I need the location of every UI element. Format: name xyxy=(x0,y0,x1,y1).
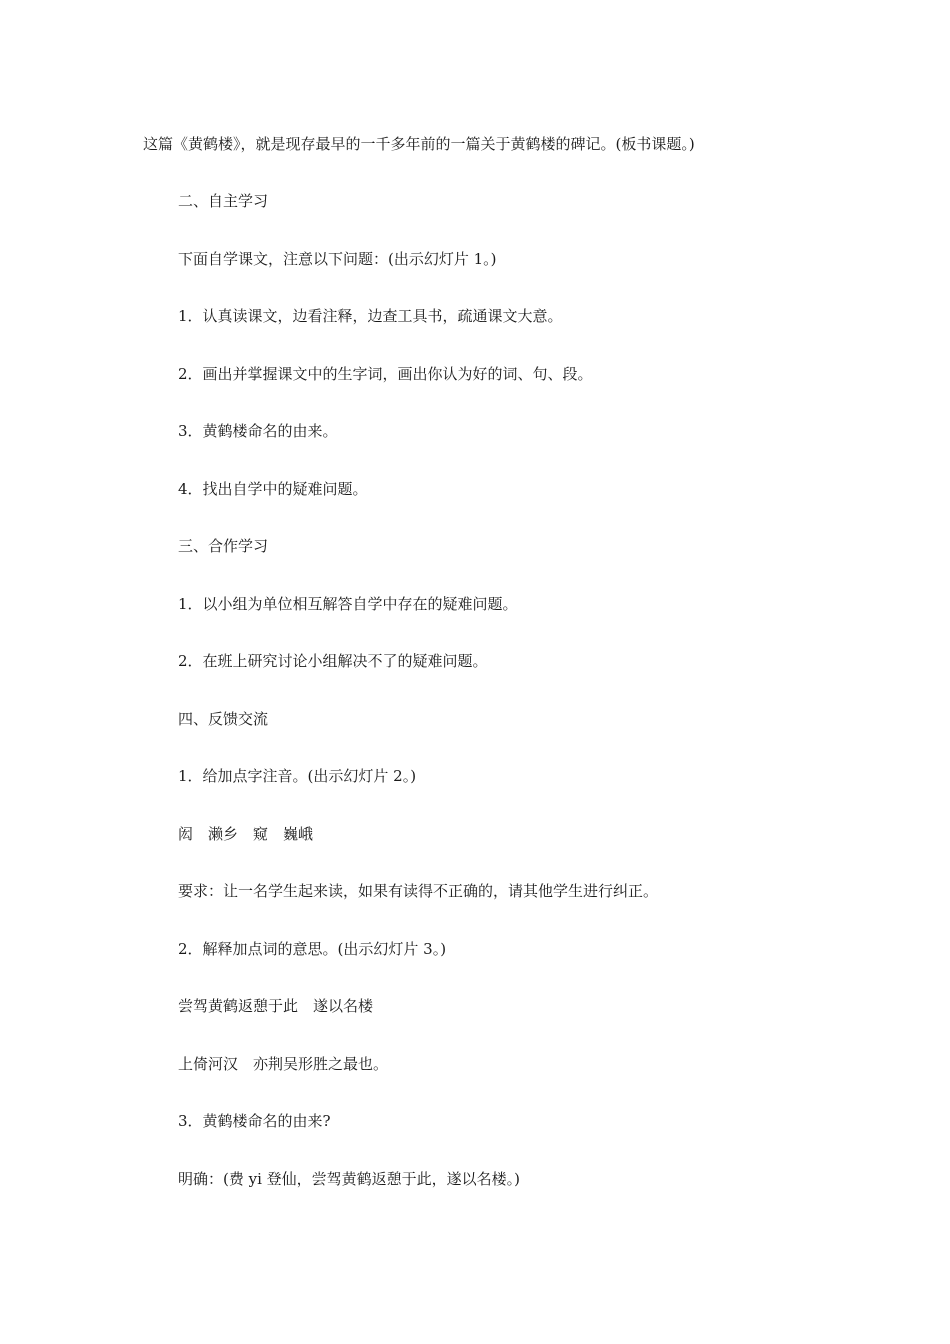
list-item-feedback-1: 1．给加点字注音。(出示幻灯片 2。) xyxy=(178,767,417,785)
list-item-self-study-1: 1．认真读课文，边看注释，边查工具书，疏通课文大意。 xyxy=(178,307,563,325)
paragraph-answer: 明确：(费 yi 登仙，尝驾黄鹤返憩于此，遂以名楼。) xyxy=(178,1170,521,1188)
paragraph-intro: 这篇《黄鹤楼》，就是现存最早的一千多年前的一篇关于黄鹤楼的碑记。(板书课题。) xyxy=(143,135,695,153)
paragraph-self-study-intro: 下面自学课文，注意以下问题：(出示幻灯片 1。) xyxy=(178,250,497,268)
heading-cooperative-study: 三、合作学习 xyxy=(178,537,269,555)
list-item-cooperative-2: 2．在班上研究讨论小组解决不了的疑难问题。 xyxy=(178,652,488,670)
paragraph-example-1: 尝驾黄鹤返憩于此 遂以名楼 xyxy=(178,997,374,1015)
list-item-cooperative-1: 1．以小组为单位相互解答自学中存在的疑难问题。 xyxy=(178,595,518,613)
list-item-self-study-4: 4．找出自学中的疑难问题。 xyxy=(178,480,368,498)
list-item-feedback-2: 2．解释加点词的意思。(出示幻灯片 3。) xyxy=(178,940,447,958)
paragraph-example-2: 上倚河汉 亦荆吴形胜之最也。 xyxy=(178,1055,389,1073)
list-item-self-study-3: 3．黄鹤楼命名的由来。 xyxy=(178,422,338,440)
heading-feedback: 四、反馈交流 xyxy=(178,710,269,728)
paragraph-pronunciation-words: 闳 濑乡 窥 巍峨 xyxy=(178,825,314,843)
heading-self-study: 二、自主学习 xyxy=(178,192,269,210)
list-item-feedback-3: 3．黄鹤楼命名的由来? xyxy=(178,1112,331,1130)
list-item-self-study-2: 2．画出并掌握课文中的生字词，画出你认为好的词、句、段。 xyxy=(178,365,593,383)
paragraph-requirement: 要求：让一名学生起来读，如果有读得不正确的，请其他学生进行纠正。 xyxy=(178,882,659,900)
